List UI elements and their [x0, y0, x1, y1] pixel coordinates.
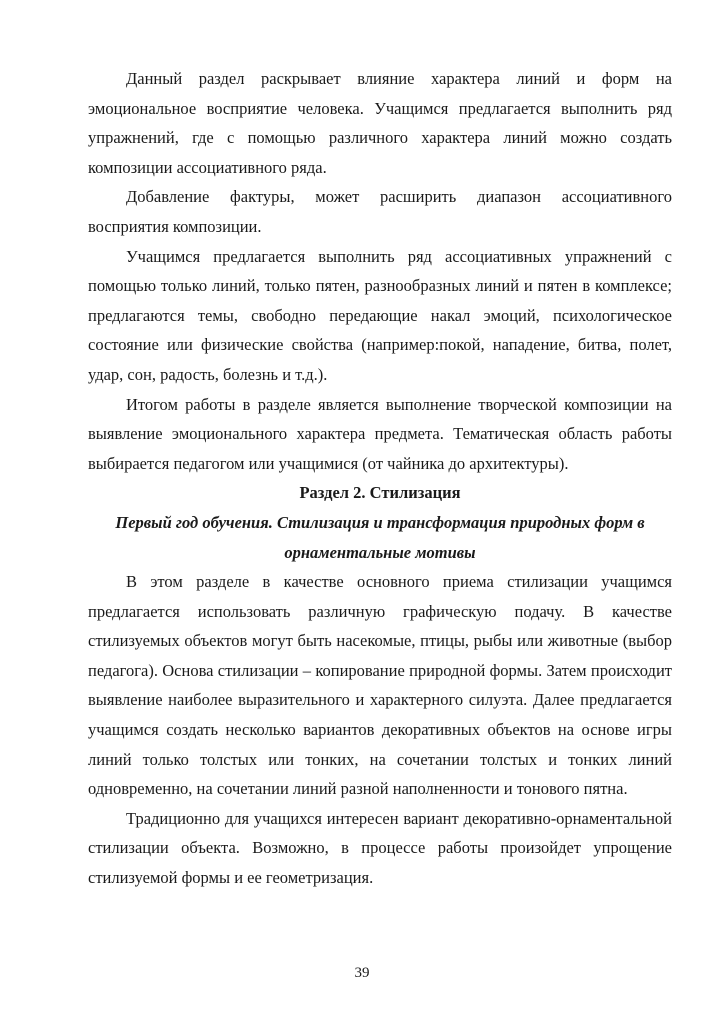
- paragraph: В этом разделе в качестве основного приема стилизации учащимся предлагается использовать различную графическую подачу. В качестве стилизуемых объектов могут быть насекомые, птицы, рыбы или животные (выбор педагога). Основа стилизации – копирование природной формы. Затем происходит выявление наиболее выразительного и характерного силуэта. Далее предлагается учащимся создать несколько вариантов декоративных объектов на основе игры линий только толстых или тонких, на сочетании толстых и тонких линий одновременно, на сочетании линий разной наполненности и тонового пятна.: [88, 572, 672, 799]
- paragraph: Данный раздел раскрывает влияние характера линий и форм на эмоциональное восприятие человека. Учащимся предлагается выполнить ряд упражнений, где с помощью различного характера линий можно создать композиции ассоциативного ряда.: [88, 69, 672, 177]
- paragraph: Добавление фактуры, может расширить диапазон ассоциативного восприятия композиции.: [88, 187, 672, 236]
- section-subheading: Первый год обучения. Стилизация и трансформация природных форм в орнаментальные мотивы: [115, 512, 645, 562]
- paragraph: Итогом работы в разделе является выполнение творческой композиции на выявление эмоционального характера предмета. Тематическая область работы выбирается педагогом или учащимися (от чайника до архитектуры).: [88, 394, 672, 473]
- page-body: [88, 64, 672, 893]
- paragraph: Учащимся предлагается выполнить ряд ассоциативных упражнений с помощью только линий, только пятен, разнообразных линий и пятен в комплексе; предлагаются темы, свободно передающие накал эмоций, психологическое состояние или физические свойства (например:покой, нападение, битва, полет, удар, сон, радость, болезнь и т.д.).: [88, 246, 672, 384]
- page-number: 39: [354, 965, 370, 981]
- section-heading: Раздел 2. Стилизация: [299, 483, 461, 503]
- paragraph: Традиционно для учащихся интересен вариант декоративно-орнаментальной стилизации объекта. Возможно, в процессе работы произойдет упрощение стилизуемой формы и ее геометризация.: [88, 808, 672, 888]
